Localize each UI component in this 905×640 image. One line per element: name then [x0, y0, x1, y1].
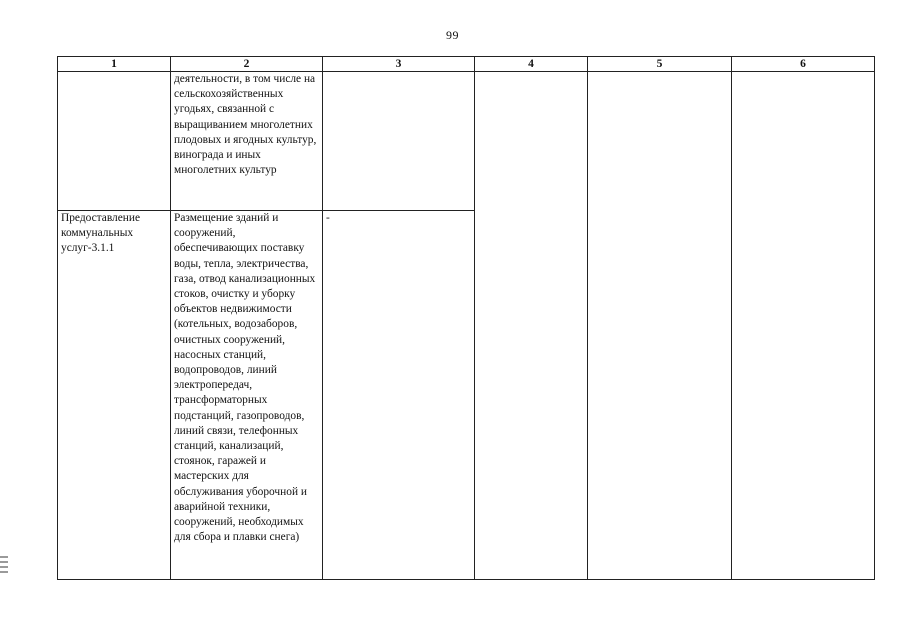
cell-col1-continued: [58, 72, 171, 211]
cell-activity-name: Предоставление коммунальных услуг-3.1.1: [58, 211, 171, 580]
cell-activity-description: Размещение зданий и сооружений, обеспечивающих поставку воды, тепла, электричества, газа, отвод канализационных стоков, очистку и уборку объектов недвижимости (котельных, водозаборов, очистных сооружений, насосных станций, водопроводов, линий электропередач, трансформаторных подстанций, газопроводов, линий связи, телефонных станций, канализаций, стоянок, гаражей и мастерских для обслуживания уборочной и аварийной техники, сооружений, необходимых для сбора и плавки снега): [171, 211, 323, 580]
cell-col4: [475, 72, 588, 580]
cell-col5: [588, 72, 732, 580]
table-row-continued: [58, 72, 875, 211]
cell-col3-continued: [323, 72, 475, 211]
column-header-3: 3: [323, 57, 475, 72]
column-header-4: 4: [475, 57, 588, 72]
column-header-5: 5: [588, 57, 732, 72]
cell-col3-value: -: [323, 211, 475, 580]
column-header-2: 2: [171, 57, 323, 72]
document-table: [57, 56, 875, 580]
cell-col6: [732, 72, 875, 580]
cell-description-continued: деятельности, в том числе на сельскохозяйственных угодьях, связанной с выращиванием многолетних плодовых и ягодных культур, винограда и иных многолетних культур: [171, 72, 323, 211]
column-header-6: 6: [732, 57, 875, 72]
table-header-row: [58, 57, 875, 72]
column-header-1: 1: [58, 57, 171, 72]
page-number: 99: [446, 28, 459, 42]
scan-edge-mark: [0, 556, 8, 578]
